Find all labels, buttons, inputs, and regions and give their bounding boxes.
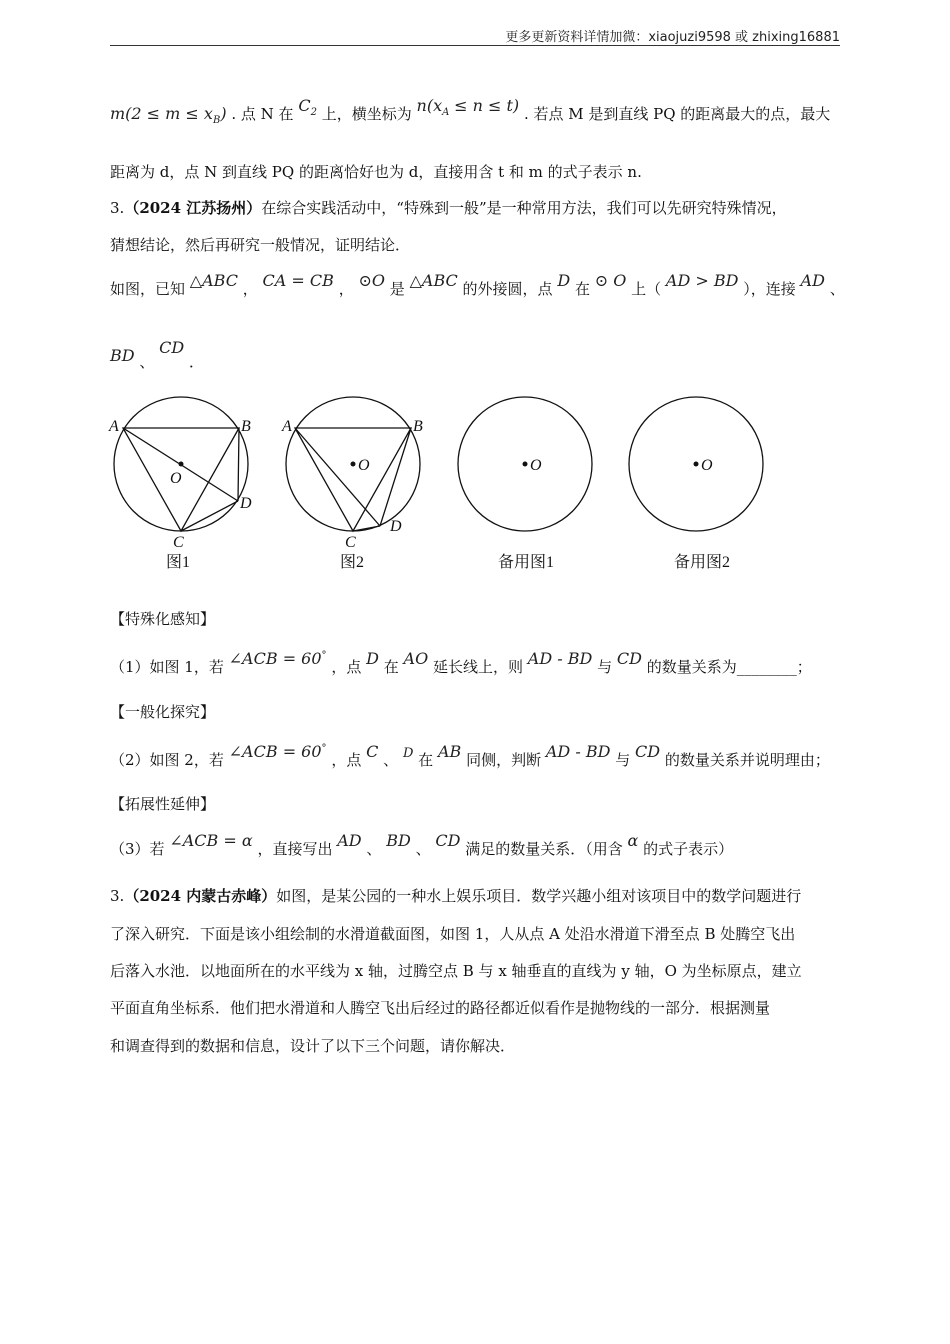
q3-line-3: 如图，已知 △ABC ， CA = CB ， ⊙O 是 △ABC 的外接圆，点 D 在 ⊙ O 上（ AD > BD ），连接 AD 、 [110,271,845,298]
fig1-label-D: D [240,495,252,512]
prev-line-1: $m(2 \le m \le x_B)$ . 点 N 在 $C_2$ 上，横坐标为 $n(x_A \le n \le t)$ . 若点 M 是到直线 PQ 的距离最大的点，最大 [110,96,831,126]
part3-line: （3）若 ∠ACB = α ，直接写出 AD 、 BD 、 CD 满足的数量关系．（用含 α 的式子表示） [110,831,734,858]
spare1-caption: 备用图1 [497,554,555,571]
fig1-center-dot [179,462,184,467]
fig2-label-A: A [282,418,292,435]
q4-line-5: 和调查得到的数据和信息，设计了以下三个问题，请你解决． [110,1037,516,1055]
fig1-label-O: O [170,470,182,487]
q4-source: （2024 内蒙古赤峰） [124,887,277,905]
spare2-center-dot [694,462,699,467]
fig2-label-C: C [345,534,356,551]
fig1-label-A: A [109,418,119,435]
fig1-label-B: B [241,418,251,435]
fig2-center-dot [351,462,356,467]
spare1-center-dot [523,462,528,467]
q4-line-4: 平面直角坐标系．他们把水滑道和人腾空飞出后经过的路径都近似看作是抛物线的一部分．根据测量 [110,999,771,1017]
part2-heading: 【一般化探究】 [110,703,216,721]
fig1-label-C: C [173,534,184,551]
header-note: 更多更新资料详情加微：xiaojuzi9598 或 zhixing16881 [505,30,840,45]
fig2-label-O: O [358,457,370,474]
part3-heading: 【拓展性延伸】 [110,795,216,813]
fig2-label-D: D [390,518,402,535]
part1-heading: 【特殊化感知】 [110,610,216,628]
q3-line-2: 猜想结论，然后再研究一般情况，证明结论． [110,236,411,254]
q3-line-4: BD 、 CD ． [110,338,205,371]
part1-line: （1）如图 1，若 ∠ACB = 60° ，点 D 在 AO 延长线上，则 AD - BD 与 CD 的数量关系为________； [110,649,812,676]
q4-line-3: 后落入水池．以地面所在的水平线为 x 轴，过腾空点 B 与 x 轴垂直的直线为 y 轴，O 为坐标原点，建立 [110,962,802,980]
part2-line: （2）如图 2，若 ∠ACB = 60° ，点 C 、 D 在 AB 同侧，判断 AD - BD 与 CD 的数量关系并说明理由； [110,742,830,769]
header-rule [110,45,840,46]
figures [0,395,950,580]
spare2-caption: 备用图2 [673,554,731,571]
q4-line-2: 了深入研究．下面是该小组绘制的水滑道截面图，如图 1，人从点 A 处沿水滑道下滑至点 B 处腾空飞出 [110,925,796,943]
fig2-label-B: B [413,418,423,435]
q4-line-1: 3.（2024 内蒙古赤峰）如图，是某公园的一种水上娱乐项目．数学兴趣小组对该项目中的数学问题进行 [110,887,802,905]
fig1-caption: 图1 [165,554,191,571]
q3-line-1: 3.（2024 江苏扬州）在综合实践活动中，“特殊到一般”是一种常用方法，我们可以先研究特殊情况， [110,199,787,217]
spare2-label-O: O [701,457,713,474]
q3-source: （2024 江苏扬州） [124,199,262,217]
fig2-lines [295,428,411,531]
fig2-caption: 图2 [339,554,365,571]
spare1-label-O: O [530,457,542,474]
prev-line-2: 距离为 d，点 N 到直线 PQ 的距离恰好也为 d，直接用含 t 和 m 的式子表示 n. [110,163,642,181]
